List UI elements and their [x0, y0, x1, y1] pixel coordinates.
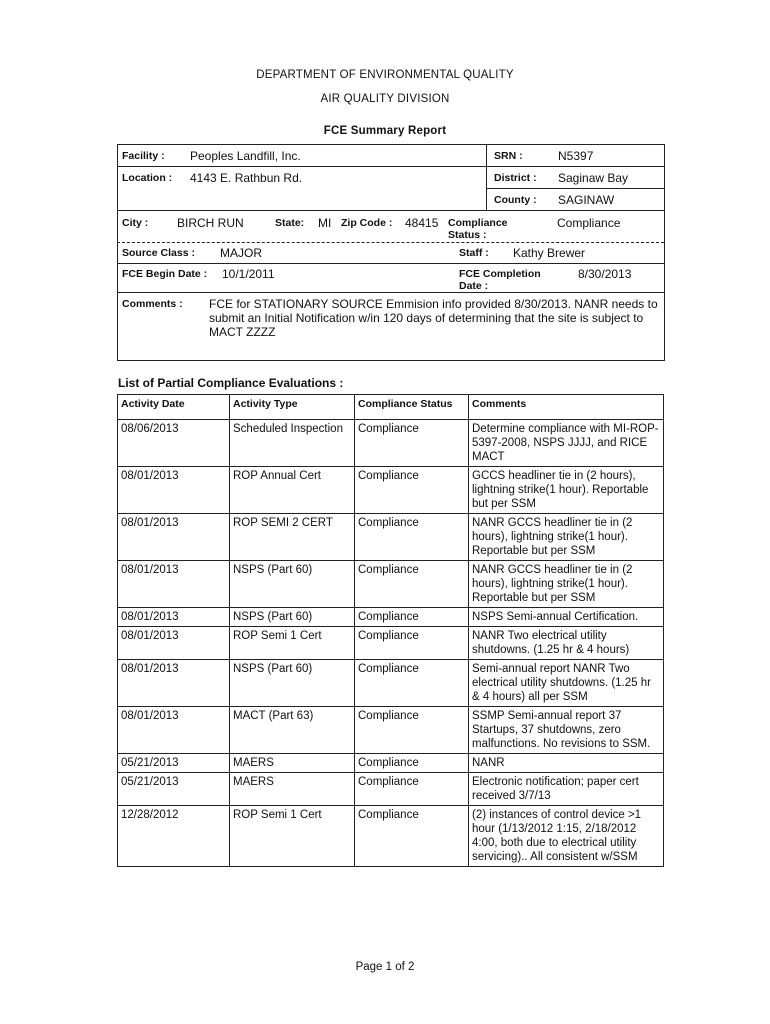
activity-date-cell: 08/01/2013: [118, 514, 230, 561]
activity-date-cell: 08/01/2013: [118, 660, 230, 707]
page-number: Page 1 of 2: [355, 961, 415, 973]
table-row: [118, 707, 664, 754]
activity-type-cell: NSPS (Part 60): [230, 608, 355, 627]
comments-cell: NANR GCCS headliner tie in (2 hours), lightning strike(1 hour). Reportable but per SSM: [469, 514, 664, 561]
location-label: Location :: [122, 172, 173, 184]
table-row: [118, 561, 664, 608]
state-label: State:: [275, 217, 305, 229]
compliance-status-cell: Compliance: [355, 420, 469, 467]
comments-cell: NANR: [469, 754, 664, 773]
column-header-compliance-status: Compliance Status: [355, 395, 469, 420]
staff-value: Kathy Brewer: [513, 246, 586, 260]
activity-date-cell: 12/28/2012: [118, 806, 230, 867]
facility-value: Peoples Landfill, Inc.: [190, 149, 301, 163]
comments-cell: NSPS Semi-annual Certification.: [469, 608, 664, 627]
divider: [486, 144, 487, 210]
county-value: SAGINAW: [558, 193, 615, 207]
activity-date-cell: 05/21/2013: [118, 773, 230, 806]
comments-cell: NANR GCCS headliner tie in (2 hours), lightning strike(1 hour). Reportable but per SSM: [469, 561, 664, 608]
comments-cell: (2) instances of control device >1 hour (1/13/2012 1:15, 2/18/2012 4:00, both due to electrical utility servicing).. All consistent w/SSM: [469, 806, 664, 867]
table-row: [118, 660, 664, 707]
activity-date-cell: 05/21/2013: [118, 754, 230, 773]
activity-type-cell: ROP Annual Cert: [230, 467, 355, 514]
department-heading: DEPARTMENT OF ENVIRONMENTAL QUALITY: [256, 69, 514, 81]
divider: [117, 166, 664, 167]
fce-completion-label-2: Date :: [459, 280, 489, 292]
activity-type-cell: NSPS (Part 60): [230, 660, 355, 707]
column-header-activity-type: Activity Type: [230, 395, 355, 420]
comments-cell: GCCS headliner tie in (2 hours), lightning strike(1 hour). Reportable but per SSM: [469, 467, 664, 514]
compliance-status-cell: Compliance: [355, 627, 469, 660]
column-header-comments: Comments: [469, 395, 664, 420]
table-row: [118, 806, 664, 867]
srn-value: N5397: [558, 149, 594, 163]
comments-label: Comments :: [122, 298, 183, 310]
activity-type-cell: MAERS: [230, 773, 355, 806]
source-class-value: MAJOR: [220, 246, 262, 260]
staff-label: Staff :: [459, 247, 489, 259]
fce-completion-value: 8/30/2013: [578, 267, 632, 281]
compliance-status-cell: Compliance: [355, 608, 469, 627]
compliance-status-value: Compliance: [557, 216, 621, 230]
facility-label: Facility :: [122, 150, 165, 162]
table-row: [118, 773, 664, 806]
comments-cell: Semi-annual report NANR Two electrical utility shutdowns. (1.25 hr & 4 hours) all per SSM: [469, 660, 664, 707]
compliance-status-cell: Compliance: [355, 514, 469, 561]
srn-label: SRN :: [494, 150, 523, 162]
table-row: [118, 514, 664, 561]
compliance-status-cell: Compliance: [355, 806, 469, 867]
divider: [486, 188, 664, 189]
comments-cell: NANR Two electrical utility shutdowns. (1.25 hr & 4 hours): [469, 627, 664, 660]
compliance-status-cell: Compliance: [355, 707, 469, 754]
activity-type-cell: ROP Semi 1 Cert: [230, 806, 355, 867]
fce-begin-value: 10/1/2011: [222, 267, 275, 281]
comments-cell: Determine compliance with MI-ROP-5397-2008, NSPS JJJJ, and RICE MACT: [469, 420, 664, 467]
division-heading: AIR QUALITY DIVISION: [320, 93, 450, 105]
compliance-status-cell: Compliance: [355, 561, 469, 608]
table-row: [118, 467, 664, 514]
district-label: District :: [494, 172, 537, 184]
compliance-status-cell: Compliance: [355, 773, 469, 806]
compliance-status-label: Compliance: [448, 217, 508, 229]
column-header-activity-date: Activity Date: [118, 395, 230, 420]
activity-date-cell: 08/01/2013: [118, 608, 230, 627]
comments-value: FCE for STATIONARY SOURCE Emmision info provided 8/30/2013. NANR needs to submit an Initial Notification w/in 120 days of determining that the site is subject to MACT ZZZZ: [209, 297, 658, 339]
activity-date-cell: 08/01/2013: [118, 627, 230, 660]
fce-begin-label: FCE Begin Date :: [122, 268, 208, 280]
activity-date-cell: 08/01/2013: [118, 707, 230, 754]
compliance-status-cell: Compliance: [355, 467, 469, 514]
state-value: MI: [318, 216, 332, 230]
pce-section-title: List of Partial Compliance Evaluations :: [118, 376, 344, 390]
compliance-status-cell: Compliance: [355, 754, 469, 773]
table-row: [118, 608, 664, 627]
zip-value: 48415: [405, 216, 439, 230]
activity-type-cell: ROP SEMI 2 CERT: [230, 514, 355, 561]
activity-type-cell: MACT (Part 63): [230, 707, 355, 754]
pce-table: [117, 394, 664, 867]
divider: [117, 210, 664, 211]
county-label: County :: [494, 194, 537, 206]
table-row: [118, 627, 664, 660]
table-row: [118, 420, 664, 467]
comments-cell: Electronic notification; paper cert received 3/7/13: [469, 773, 664, 806]
source-class-label: Source Class :: [122, 247, 195, 259]
compliance-status-cell: Compliance: [355, 660, 469, 707]
comments-cell: SSMP Semi-annual report 37 Startups, 37 shutdowns, zero malfunctions. No revisions to SSM.: [469, 707, 664, 754]
table-header-row: [118, 395, 664, 420]
divider: [117, 242, 664, 243]
compliance-status-label-2: Status :: [448, 229, 487, 241]
activity-type-cell: MAERS: [230, 754, 355, 773]
divider: [117, 292, 664, 293]
fce-completion-label: FCE Completion: [459, 268, 541, 280]
location-value: 4143 E. Rathbun Rd.: [190, 171, 303, 185]
activity-type-cell: Scheduled Inspection: [230, 420, 355, 467]
city-label: City :: [122, 217, 149, 229]
report-title: FCE Summary Report: [323, 125, 447, 137]
activity-type-cell: ROP Semi 1 Cert: [230, 627, 355, 660]
activity-date-cell: 08/01/2013: [118, 561, 230, 608]
zip-label: Zip Code :: [341, 217, 393, 229]
activity-date-cell: 08/06/2013: [118, 420, 230, 467]
divider: [117, 263, 664, 264]
activity-date-cell: 08/01/2013: [118, 467, 230, 514]
district-value: Saginaw Bay: [558, 171, 629, 185]
activity-type-cell: NSPS (Part 60): [230, 561, 355, 608]
table-row: [118, 754, 664, 773]
city-value: BIRCH RUN: [177, 216, 244, 230]
